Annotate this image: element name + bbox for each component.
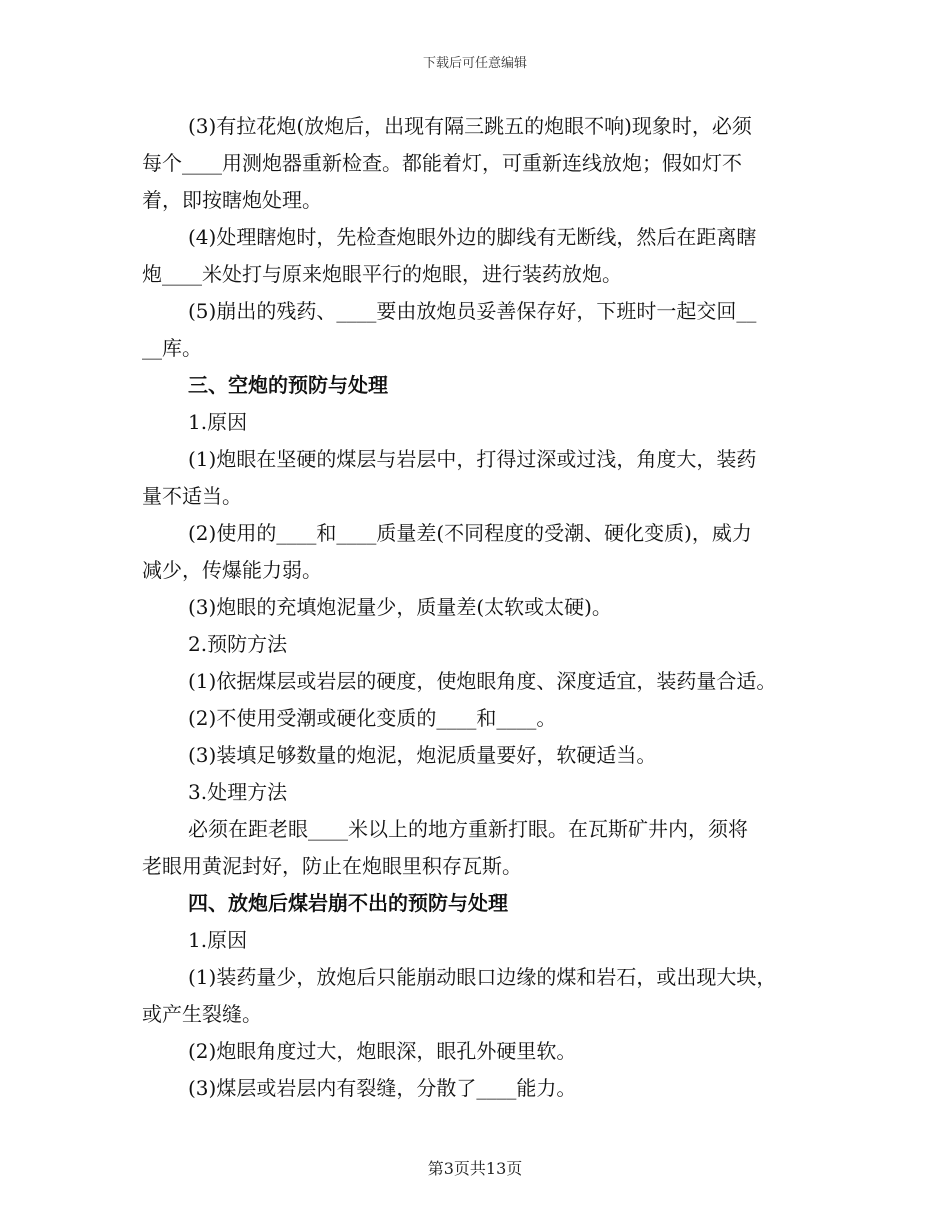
text-line: 3.处理方法 bbox=[188, 780, 288, 804]
text-line: (3)炮眼的充填炮泥量少，质量差(太软或太硬)。 bbox=[188, 595, 612, 619]
text-line: 2.预防方法 bbox=[188, 632, 288, 656]
text-line: (2)不使用受潮或硬化变质的____和____。 bbox=[188, 706, 557, 730]
text-line: 或产生裂缝。 bbox=[142, 1002, 262, 1026]
text-line: 老眼用黄泥封好，防止在炮眼里积存瓦斯。 bbox=[142, 854, 522, 878]
page-header: 下载后可任意编辑 bbox=[422, 56, 527, 71]
section-heading: 四、放炮后煤岩崩不出的预防与处理 bbox=[188, 891, 508, 915]
text-line: 1.原因 bbox=[188, 410, 248, 434]
text-line: 1.原因 bbox=[188, 928, 248, 952]
text-line: 炮____米处打与原来炮眼平行的炮眼，进行装药放炮。 bbox=[142, 262, 622, 286]
page-footer: 第3页共13页 bbox=[427, 1159, 523, 1178]
text-line: 着，即按瞎炮处理。 bbox=[142, 188, 322, 212]
text-line: __库。 bbox=[142, 336, 202, 360]
text-line: 量不适当。 bbox=[142, 484, 242, 508]
text-line: (2)炮眼角度过大，炮眼深，眼孔外硬里软。 bbox=[188, 1039, 577, 1063]
text-line: (1)炮眼在坚硬的煤层与岩层中，打得过深或过浅，角度大，装药 bbox=[188, 447, 757, 471]
text-line: 减少，传爆能力弱。 bbox=[142, 558, 322, 582]
text-line: 每个____用测炮器重新检查。都能着灯，可重新连线放炮；假如灯不 bbox=[142, 151, 742, 175]
text-line: 必须在距老眼____米以上的地方重新打眼。在瓦斯矿井内，须将 bbox=[188, 817, 748, 841]
text-line: (3)煤层或岩层内有裂缝，分散了____能力。 bbox=[188, 1076, 577, 1100]
document-body bbox=[142, 108, 812, 1107]
text-line: (3)有拉花炮(放炮后，出现有隔三跳五的炮眼不响)现象时，必须 bbox=[188, 114, 752, 138]
section-heading: 三、空炮的预防与处理 bbox=[188, 373, 388, 397]
text-line: (4)处理瞎炮时，先检查炮眼外边的脚线有无断线，然后在距离瞎 bbox=[188, 225, 757, 249]
text-line: (3)装填足够数量的炮泥，炮泥质量要好，软硬适当。 bbox=[188, 743, 657, 767]
text-line: (5)崩出的残药、____要由放炮员妥善保存好，下班时一起交回__ bbox=[188, 299, 757, 323]
text-line: (1)装药量少，放炮后只能崩动眼口边缘的煤和岩石，或出现大块， bbox=[188, 965, 777, 989]
text-line: (1)依据煤层或岩层的硬度，使炮眼角度、深度适宜，装药量合适。 bbox=[188, 669, 777, 693]
text-line: (2)使用的____和____质量差(不同程度的受潮、硬化变质)，威力 bbox=[188, 521, 752, 545]
